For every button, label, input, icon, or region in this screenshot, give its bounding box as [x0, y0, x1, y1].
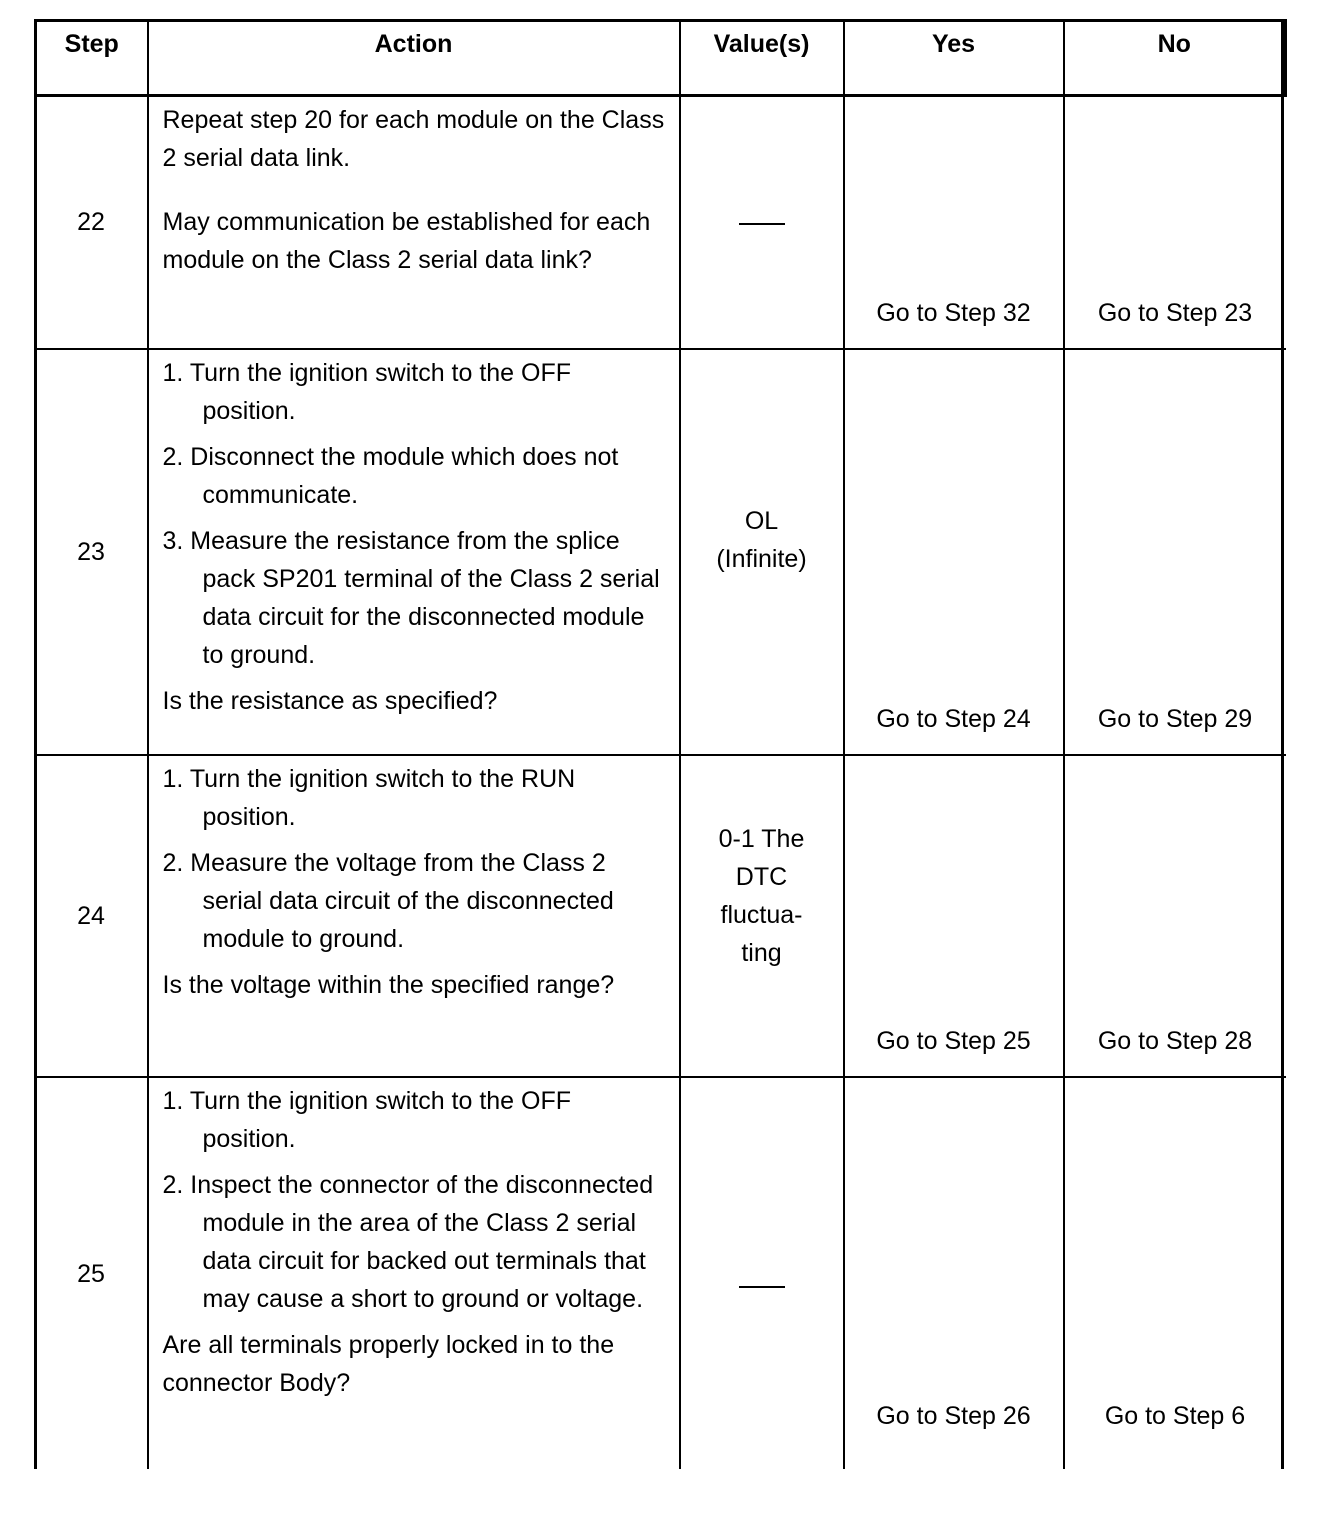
action-question: Are all terminals properly locked in to the connector Body?: [162, 1331, 615, 1397]
step-number: 23: [36, 349, 148, 755]
header-no: No: [1064, 19, 1286, 95]
yes-cell: Go to Step 32: [844, 95, 1064, 349]
no-cell: Go to Step 29: [1064, 349, 1286, 755]
action-item: 1. Turn the ignition switch to the OFF position.: [162, 1087, 572, 1153]
step-number: 22: [36, 95, 148, 349]
value-line: 0-1 The: [718, 825, 805, 853]
action-item: 1. Turn the ignition switch to the OFF position.: [162, 359, 572, 425]
value-line: fluctua-: [720, 901, 803, 929]
action-item: 3. Measure the resistance from the splice pack SP201 terminal of the Class 2 serial data circuit for the disconnected module to ground.: [162, 527, 660, 669]
no-cell: Go to Step 6: [1064, 1077, 1286, 1469]
action-item: 2. Measure the voltage from the Class 2 serial data circuit of the disconnected module to ground.: [162, 849, 614, 953]
value-line: DTC: [735, 863, 788, 891]
step-number: 24: [36, 755, 148, 1077]
header-yes: Yes: [844, 19, 1064, 95]
yes-cell: Go to Step 24: [844, 349, 1064, 755]
header-step: Step: [36, 19, 148, 95]
value-line: OL: [744, 507, 779, 535]
action-paragraph: Repeat step 20 for each module on the Class 2 serial data link.: [162, 105, 665, 172]
no-cell: Go to Step 23: [1064, 95, 1286, 349]
yes-cell: Go to Step 26: [844, 1077, 1064, 1469]
table-outer-frame: [34, 19, 1284, 1469]
action-item: 1. Turn the ignition switch to the RUN position.: [162, 765, 576, 831]
value-line: ting: [741, 939, 782, 967]
header-values: Value(s): [680, 19, 844, 95]
action-item: 2. Inspect the connector of the disconnected module in the area of the Class 2 serial data circuit for backed out terminals that may cause a short to ground or voltage.: [162, 1171, 654, 1313]
yes-cell: Go to Step 25: [844, 755, 1064, 1077]
action-item: 2. Disconnect the module which does not communicate.: [162, 443, 619, 509]
step-number: 25: [36, 1077, 148, 1469]
value-line: (Infinite): [716, 545, 807, 573]
action-question: Is the resistance as specified?: [162, 687, 498, 715]
no-cell: Go to Step 28: [1064, 755, 1286, 1077]
action-question: May communication be established for each module on the Class 2 serial data link?: [162, 207, 651, 274]
action-question: Is the voltage within the specified range?: [162, 971, 615, 999]
header-action: Action: [148, 19, 680, 95]
